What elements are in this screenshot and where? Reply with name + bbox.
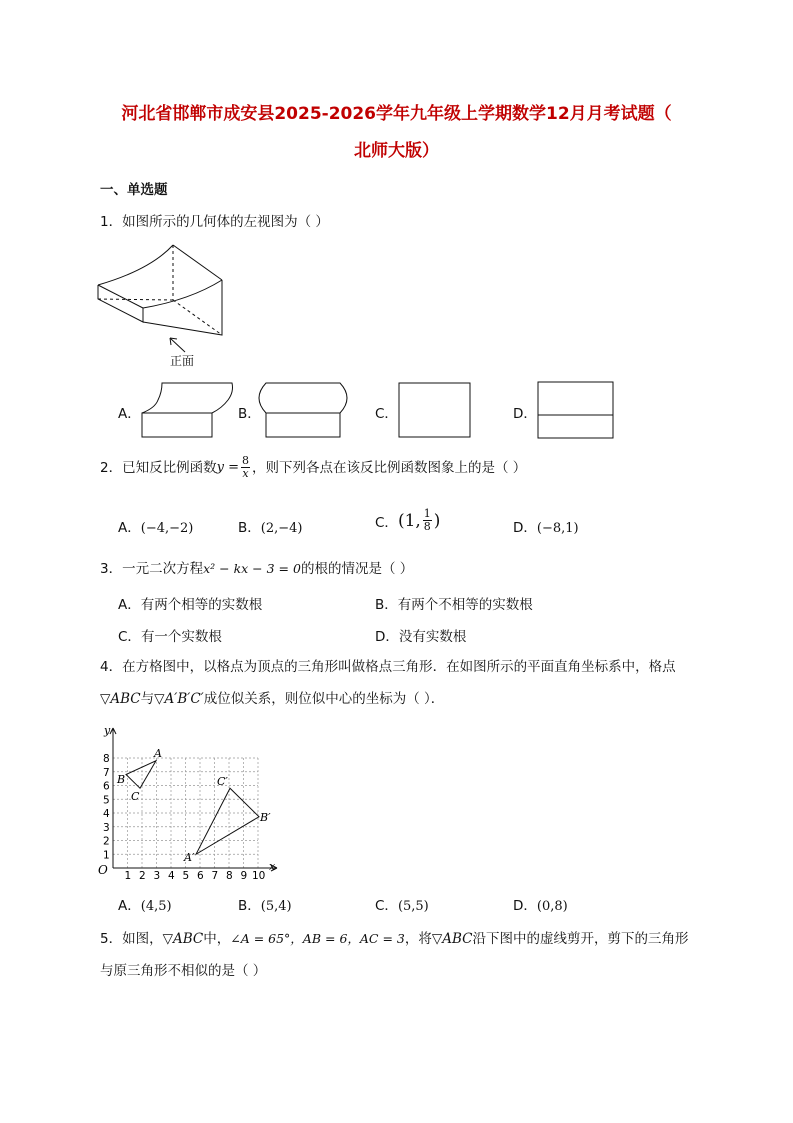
x-tick-label: 10 xyxy=(252,870,266,882)
q4-tri2: ▽A′B′C′ xyxy=(154,691,204,707)
q1-option-d-label[interactable]: D． xyxy=(513,406,537,422)
origin-label: O xyxy=(98,863,108,877)
q5-stem-post: 沿下图中的虚线剪开，剪下的三角形 xyxy=(472,931,689,947)
q4-option-a-label: A． xyxy=(118,898,141,914)
point-label-b: B xyxy=(117,773,126,786)
q4-option-b[interactable] xyxy=(238,894,292,914)
x-tick-label: 2 xyxy=(139,870,146,882)
x-tick-label: 5 xyxy=(182,870,190,882)
x-tick-label: 8 xyxy=(226,870,233,882)
q3-option-a[interactable] xyxy=(118,593,262,613)
q5-tri: ▽ABC xyxy=(162,931,204,947)
q5-stem-pre: 5．如图， xyxy=(100,931,163,947)
q1-option-a-label[interactable]: A． xyxy=(118,406,141,422)
q4-stem-post: 成位似关系，则位似中心的坐标为（ ）． xyxy=(203,691,445,707)
q3-stem-pre: 3．一元二次方程 xyxy=(100,561,204,577)
q2-option-c-fraction xyxy=(423,508,432,533)
q5-mid: 中， xyxy=(203,931,231,947)
q2-stem-pre: 2．已知反比例函数 xyxy=(100,459,217,476)
q4-mid1: 与 xyxy=(140,691,155,707)
q2-func-lhs: y = xyxy=(216,459,239,475)
q2-option-d-label: D． xyxy=(513,520,537,536)
y-tick-label: 2 xyxy=(103,835,110,848)
point-label-c: C xyxy=(131,790,140,803)
x-axis-label: x xyxy=(269,860,276,873)
q3-option-c-text: 有一个实数根 xyxy=(140,629,222,645)
q2-option-c-den: 8 xyxy=(423,520,431,533)
question-1-solid-figure xyxy=(95,240,235,370)
y-axis-label: y xyxy=(104,724,111,737)
q2-func-num: 8 xyxy=(241,454,249,467)
question-1-stem: 1．如图所示的几何体的左视图为（ ） xyxy=(100,214,329,230)
y-tick-label: 1 xyxy=(103,849,110,862)
x-tick-label: 6 xyxy=(197,870,204,882)
q3-option-b-label: B． xyxy=(375,597,398,613)
question-2-stem xyxy=(100,455,526,480)
q2-func-den: x xyxy=(242,467,249,480)
q3-option-b-text: 有两个不相等的实数根 xyxy=(397,597,533,613)
q2-option-c-close: ) xyxy=(433,510,441,531)
q4-option-c-value: (5,5) xyxy=(397,899,429,914)
q1-option-c-figure xyxy=(398,382,473,440)
q1-option-b-figure xyxy=(258,380,353,440)
q2-option-a-label: A． xyxy=(118,520,141,536)
y-tick-label: 5 xyxy=(103,794,110,807)
y-tick-label: 4 xyxy=(103,808,110,820)
question-5-stem-line2: 与原三角形不相似的是（ ） xyxy=(100,963,267,979)
q5-tri-b: ▽ABC xyxy=(431,931,473,947)
q1-option-c-label[interactable]: C． xyxy=(375,406,398,422)
q2-option-b[interactable] xyxy=(238,516,302,536)
x-tick-label: 7 xyxy=(211,870,219,882)
x-tick-label: 4 xyxy=(168,870,175,882)
q3-option-d-text: 没有实数根 xyxy=(398,629,467,645)
q2-option-b-value: (2,−4) xyxy=(260,521,303,536)
section-label: 一、单选题 xyxy=(100,182,168,198)
q3-equation: x² − kx − 3 = 0 xyxy=(203,561,301,576)
q4-option-b-value: (5,4) xyxy=(260,899,292,914)
question-5-stem-line1 xyxy=(100,930,689,948)
q4-option-b-label: B． xyxy=(238,898,261,914)
q4-option-a[interactable] xyxy=(118,894,172,914)
question-3-stem xyxy=(100,560,413,578)
q4-option-d[interactable] xyxy=(513,894,568,914)
point-label-b-prime: B′ xyxy=(260,811,271,824)
q2-stem-post: ，则下列各点在该反比例函数图象上的是（ ） xyxy=(251,459,527,476)
q3-option-a-label: A． xyxy=(118,597,141,613)
x-tick-label: 9 xyxy=(240,870,248,882)
q2-option-d[interactable] xyxy=(513,516,579,536)
q3-option-c[interactable] xyxy=(118,625,222,645)
q1-option-b-label[interactable]: B． xyxy=(238,406,261,422)
front-label: 正面 xyxy=(170,354,195,368)
q4-option-d-label: D． xyxy=(513,898,537,914)
page-title-line2: 北师大版） xyxy=(354,141,439,161)
y-tick-label: 8 xyxy=(103,753,110,765)
q2-option-c-open: (1, xyxy=(397,510,421,531)
x-tick-label: 1 xyxy=(124,870,132,882)
q4-option-d-value: (0,8) xyxy=(536,899,568,914)
q3-option-c-label: C． xyxy=(118,629,141,645)
q2-option-a-value: (−4,−2) xyxy=(140,521,194,536)
q4-option-c[interactable] xyxy=(375,894,429,914)
q4-option-c-label: C． xyxy=(375,898,398,914)
y-tick-label: 7 xyxy=(103,766,110,779)
q2-option-c[interactable] xyxy=(375,508,440,533)
q2-option-c-label: C． xyxy=(375,514,398,531)
q2-func-fraction xyxy=(241,455,250,480)
x-tick-label: 3 xyxy=(153,870,161,882)
q3-option-d-label: D． xyxy=(375,629,399,645)
q2-option-b-label: B． xyxy=(238,520,261,536)
question-4-stem-line1: 4．在方格图中，以格点为顶点的三角形叫做格点三角形．在如图所示的平面直角坐标系中，格点 xyxy=(100,659,676,675)
q1-option-a-figure xyxy=(140,380,235,440)
point-label-c-prime: C′ xyxy=(217,775,228,788)
question-4-stem-line2 xyxy=(100,690,444,708)
q4-option-a-value: (4,5) xyxy=(140,899,172,914)
q4-tri1: ▽ABC xyxy=(100,691,141,707)
point-label-a-prime: A′ xyxy=(184,851,195,864)
y-tick-label: 6 xyxy=(103,780,110,793)
question-4-coordinate-grid xyxy=(95,722,285,880)
q2-option-c-num: 1 xyxy=(423,507,431,520)
point-label-a: A xyxy=(154,747,162,760)
q3-option-a-text: 有两个相等的实数根 xyxy=(140,597,263,613)
q5-conditions: ∠A = 65°，AB = 6，AC = 3 xyxy=(230,931,405,946)
q3-option-d[interactable] xyxy=(375,625,466,645)
q3-stem-post: 的根的情况是（ ） xyxy=(300,561,414,577)
q3-option-b[interactable] xyxy=(375,593,533,613)
page-title-line1: 河北省邯郸市成安县2025-2026学年九年级上学期数学12月月考试题（ xyxy=(121,104,672,124)
q1-option-d-figure xyxy=(537,381,617,441)
q2-option-d-value: (−8,1) xyxy=(536,521,579,536)
q5-stem-mid: ，将 xyxy=(404,931,432,947)
y-tick-label: 3 xyxy=(103,821,110,834)
q2-option-a[interactable] xyxy=(118,516,193,536)
